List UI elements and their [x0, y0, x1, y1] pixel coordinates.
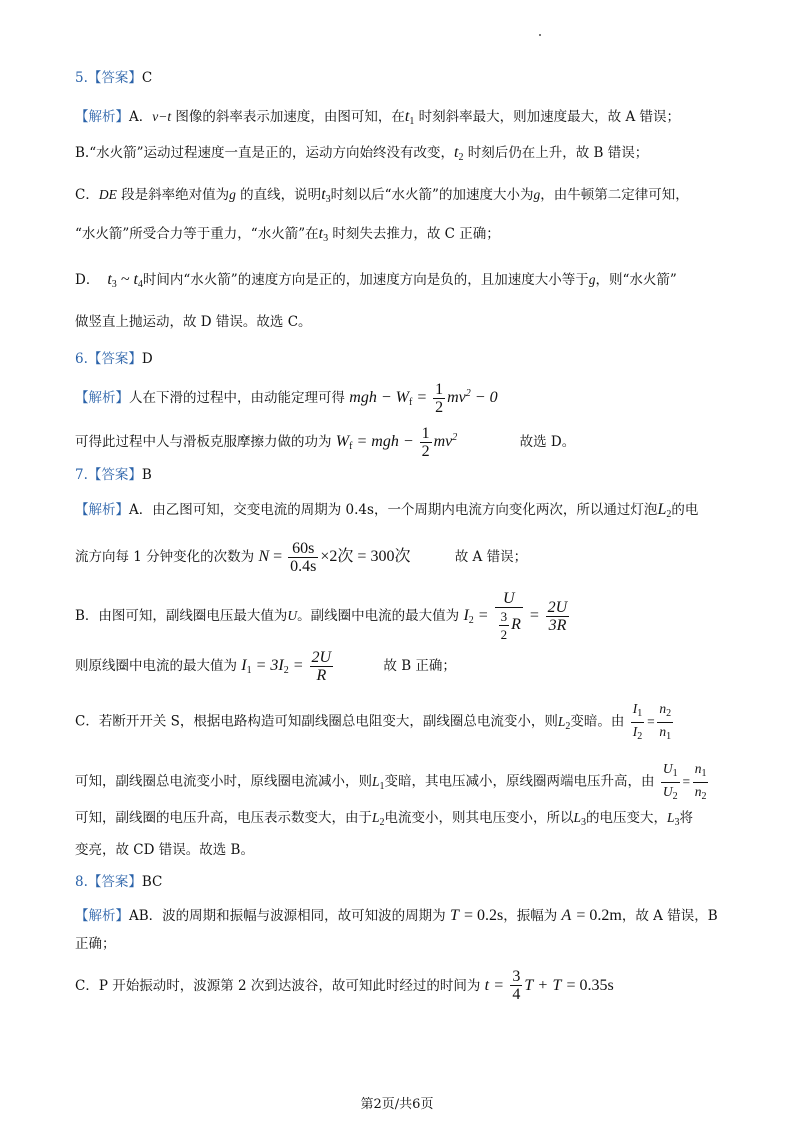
symbol-g: g [588, 272, 596, 287]
formula-work-friction: $W_f$ = mgh − $\frac{1}{2}$ $mv^2$ [335, 425, 458, 460]
text: 变暗。由 [570, 713, 625, 730]
text: 电流变小，则其电压变小，所以 [384, 810, 574, 826]
text: 时刻失去推力，故 C 正确； [328, 226, 500, 242]
formula-current-ratio: $\frac{I_1}{I_2}$ = $\frac{n_2}{n_1}$ [632, 701, 672, 742]
page-footer: 第2页/共6页 [360, 1097, 434, 1112]
q5-analysis-d2 [75, 312, 312, 332]
q8-analysis-ab1 [75, 905, 718, 926]
q5-analysis-a [75, 107, 680, 132]
q7-number: 7. [75, 467, 88, 483]
formula-count: N = $\frac{60s}{0.4s}$ ×2次 = 300次 [258, 540, 411, 575]
q7-answer: B [141, 467, 152, 483]
text: 可知，副线圈的电压升高，电压表示数变大，由于 [75, 810, 372, 826]
text: 时刻以后“水火箭”的加速度大小为 [330, 187, 534, 203]
q8-answer-line [75, 872, 162, 892]
symbol-de: DE [98, 187, 117, 202]
text: ，由牛顿第二定律可知， [540, 187, 689, 203]
text: 的电压变大， [586, 810, 668, 826]
formula-I1: $I_1 = 3I_2$ = $\frac{2U}{R}$ [241, 649, 332, 684]
formula-vt: v−t [152, 109, 172, 124]
text: ，故 A 错误，B [621, 908, 718, 924]
symbol-t3: $t_3$ [318, 225, 329, 244]
text: 。副线圈中电流的最大值为 [297, 608, 460, 625]
q7-analysis-a1 [75, 500, 698, 525]
q5-answer-tag: 【答案】 [87, 70, 142, 86]
q7-answer-line [75, 465, 152, 485]
q8-number: 8. [75, 874, 88, 890]
formula-amplitude: A = 0.2m [561, 907, 622, 924]
q5-analysis-c2 [75, 224, 500, 249]
q7-analysis-c3 [75, 808, 693, 833]
q5-analysis-b [75, 143, 648, 168]
q6-analysis-tag: 【解析】 [75, 390, 129, 407]
text: 可得此过程中人与滑板克服摩擦力做的功为 [75, 434, 332, 451]
text: 故 A 错误； [454, 549, 528, 566]
q8-answer: BC [141, 874, 163, 890]
text: B.“水火箭”运动过程速度一直是正的，运动方向始终没有改变， [75, 145, 455, 161]
q7-analysis-c1 [75, 700, 675, 745]
formula-t3-t4: $t_3$ ~ $t_4$ [107, 271, 143, 290]
text: 变暗，其电压减小，原线圈两端电压升高，由 [384, 773, 655, 790]
symbol-L3: $L_3$ [573, 810, 587, 828]
q6-answer-line [75, 349, 153, 369]
q5-answer-line [75, 68, 152, 88]
text: ，振幅为 [503, 908, 558, 924]
text: C．P 开始振动时，波源第 2 次到达波谷，故可知此时经过的时间为 [75, 978, 481, 994]
q6-analysis-1 [75, 381, 498, 416]
q5-analysis-tag: 【解析】 [75, 109, 129, 125]
text: 的直线，说明 [235, 187, 322, 203]
text: C．若断开开关 S，根据电路构造可知副线圈总电阻变大，副线圈总电流变小，则 [75, 713, 558, 730]
text: D． [75, 272, 100, 288]
text: B．由图可知，副线圈电压最大值为 [75, 608, 288, 625]
q7-answer-tag: 【答案】 [87, 467, 142, 483]
q8-answer-tag: 【答案】 [87, 874, 142, 890]
symbol-L2: $L_2$ [657, 501, 672, 520]
symbol-t3: $t_3$ [321, 186, 331, 205]
text: 段是斜率绝对值为 [116, 187, 230, 203]
text: ，则“水火箭” [595, 272, 677, 288]
q6-number: 6. [75, 351, 88, 367]
symbol-g: g [533, 187, 541, 202]
q5-answer: C [141, 70, 153, 86]
symbol-L1: $L_1$ [372, 773, 385, 792]
text: 人在下滑的过程中，由动能定理可得 [129, 390, 345, 407]
symbol-L3: $L_3$ [667, 810, 680, 828]
symbol-L2: $L_2$ [372, 810, 385, 828]
q6-analysis-2 [75, 425, 575, 460]
q7-analysis-c4 [75, 840, 254, 860]
q5-analysis-c1 [75, 185, 689, 210]
symbol-t2: $t_2$ [454, 144, 464, 163]
q6-answer-tag: 【答案】 [87, 351, 142, 367]
symbol-L2: $L_2$ [557, 713, 571, 732]
text: 变亮，故 CD 错误。故选 B。 [75, 842, 254, 858]
text: 故选 D。 [519, 434, 576, 451]
text: 正确； [75, 936, 116, 952]
q7-analysis-b2 [75, 649, 456, 684]
q7-analysis-a2 [75, 540, 527, 575]
formula-voltage-ratio: $\frac{U_1}{U_2}$ = $\frac{n_1}{n_2}$ [662, 761, 707, 802]
text: 图像的斜率表示加速度，由图可知，在 [171, 109, 405, 125]
q7-analysis-tag: 【解析】 [75, 502, 129, 518]
q8-analysis-c [75, 968, 614, 1003]
q6-answer: D [141, 351, 153, 367]
q8-analysis-tag: 【解析】 [75, 908, 129, 924]
text: 可知，副线圈总电流变小时，原线圈电流减小，则 [75, 773, 372, 790]
q7-analysis-b1 [75, 590, 571, 643]
symbol-U: U [287, 608, 298, 624]
formula-I2: $I_2$ = U $\frac{3}{2}$ R = $\frac{2U}{3R}$ [463, 590, 568, 642]
text: A． [129, 109, 153, 125]
q8-analysis-ab2 [75, 934, 116, 954]
text: 则原线圈中电流的最大值为 [75, 658, 237, 675]
text: 做竖直上抛运动，故 D 错误。故选 C。 [75, 314, 312, 330]
text: 时刻斜率最大，则加速度最大，故 A 错误； [414, 109, 680, 125]
text: 时刻后仍在上升，故 B 错误； [463, 145, 649, 161]
formula-time: t = $\frac{3}{4}$ T + T = 0.35s [484, 968, 614, 1003]
text: 流方向每 1 分钟变化的次数为 [75, 549, 255, 566]
q7-analysis-c2 [75, 760, 710, 805]
q5-number: 5. [75, 70, 88, 86]
q5-analysis-d1 [75, 270, 677, 295]
text: 将 [679, 810, 694, 826]
scan-dot [539, 34, 541, 36]
text: AB．波的周期和振幅与波源相同，故可知波的周期为 [129, 908, 446, 924]
symbol-t1: $t_1$ [404, 108, 415, 127]
symbol-g: g [229, 187, 236, 202]
text: “水火箭”所受合力等于重力，“水火箭”在 [75, 226, 319, 242]
text: 的电 [671, 502, 699, 518]
formula-period: T = 0.2s [449, 907, 504, 924]
text: 时间内“水火箭”的速度方向是正的，加速度方向是负的，且加速度大小等于 [142, 272, 589, 288]
text: A．由乙图可知，交变电流的周期为 0.4s，一个周期内电流方向变化两次，所以通过灯泡 [129, 502, 658, 518]
text: 故 B 正确； [383, 658, 456, 675]
formula-energy-theorem: mgh − $W_f$ = $\frac{1}{2}$ $mv^2 - 0$ [349, 381, 498, 416]
text: C． [75, 187, 99, 203]
